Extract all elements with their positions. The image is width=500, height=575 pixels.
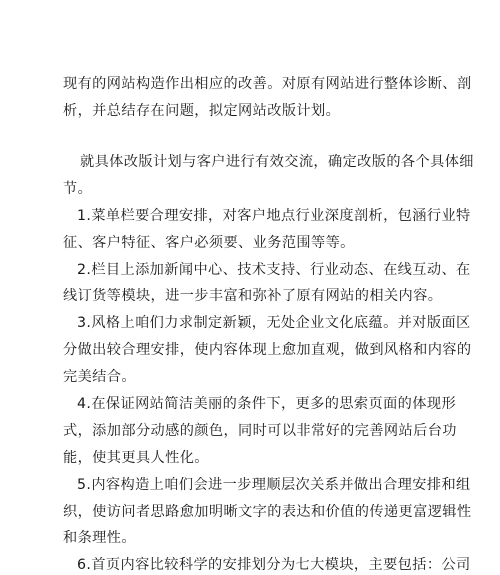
text-line: 织，使访问者思路愈加明晰文字的表达和价值的传递更富逻辑性 [63, 504, 472, 520]
text-line: 析，并总结存在问题，拟定网站改版计划。 [63, 103, 341, 119]
text-line: 4.在保证网站简洁美丽的条件下，更多的思索页面的体现形 [77, 396, 457, 412]
text-line: 5.内容构造上咱们会进一步理顺层次关系并做出合理安排和组 [77, 477, 471, 493]
text-line: 分做出较合理安排，使内容体现上愈加直观，做到风格和内容的 [63, 342, 472, 358]
text-line: 1.菜单栏要合理安排，对客户地点行业深度剖析，包涵行业特 [77, 208, 471, 224]
text-line: 征、客户特征、客户必须要、业务范围等等。 [63, 235, 355, 251]
text-line: 现有的网站构造作出相应的改善。对原有网站进行整体诊断、剖 [63, 76, 472, 92]
text-line: 线订货等模块，进一步丰富和弥补了原有网站的相关内容。 [63, 288, 443, 304]
text-line: 和条理性。 [63, 530, 136, 546]
text-line: 能，使其更具人性化。 [63, 450, 209, 466]
text-line: 2.栏目上添加新闻中心、技术支持、行业动态、在线互动、在 [77, 262, 471, 278]
text-line: 6.首页内容比较科学的安排划分为七大模块，主要包括：公司 [77, 557, 471, 573]
text-line: 就具体改版计划与客户进行有效交流，确定改版的各个具体细 [80, 154, 474, 170]
text-line: 完美结合。 [63, 369, 136, 385]
text-line: 节。 [63, 181, 93, 197]
text-line: 3.风格上咱们力求制定新颖，无处企业文化底蕴。并对版面区 [77, 315, 471, 331]
text-line: 式，添加部分动感的颜色，同时可以非常好的完善网站后台功 [63, 423, 457, 439]
